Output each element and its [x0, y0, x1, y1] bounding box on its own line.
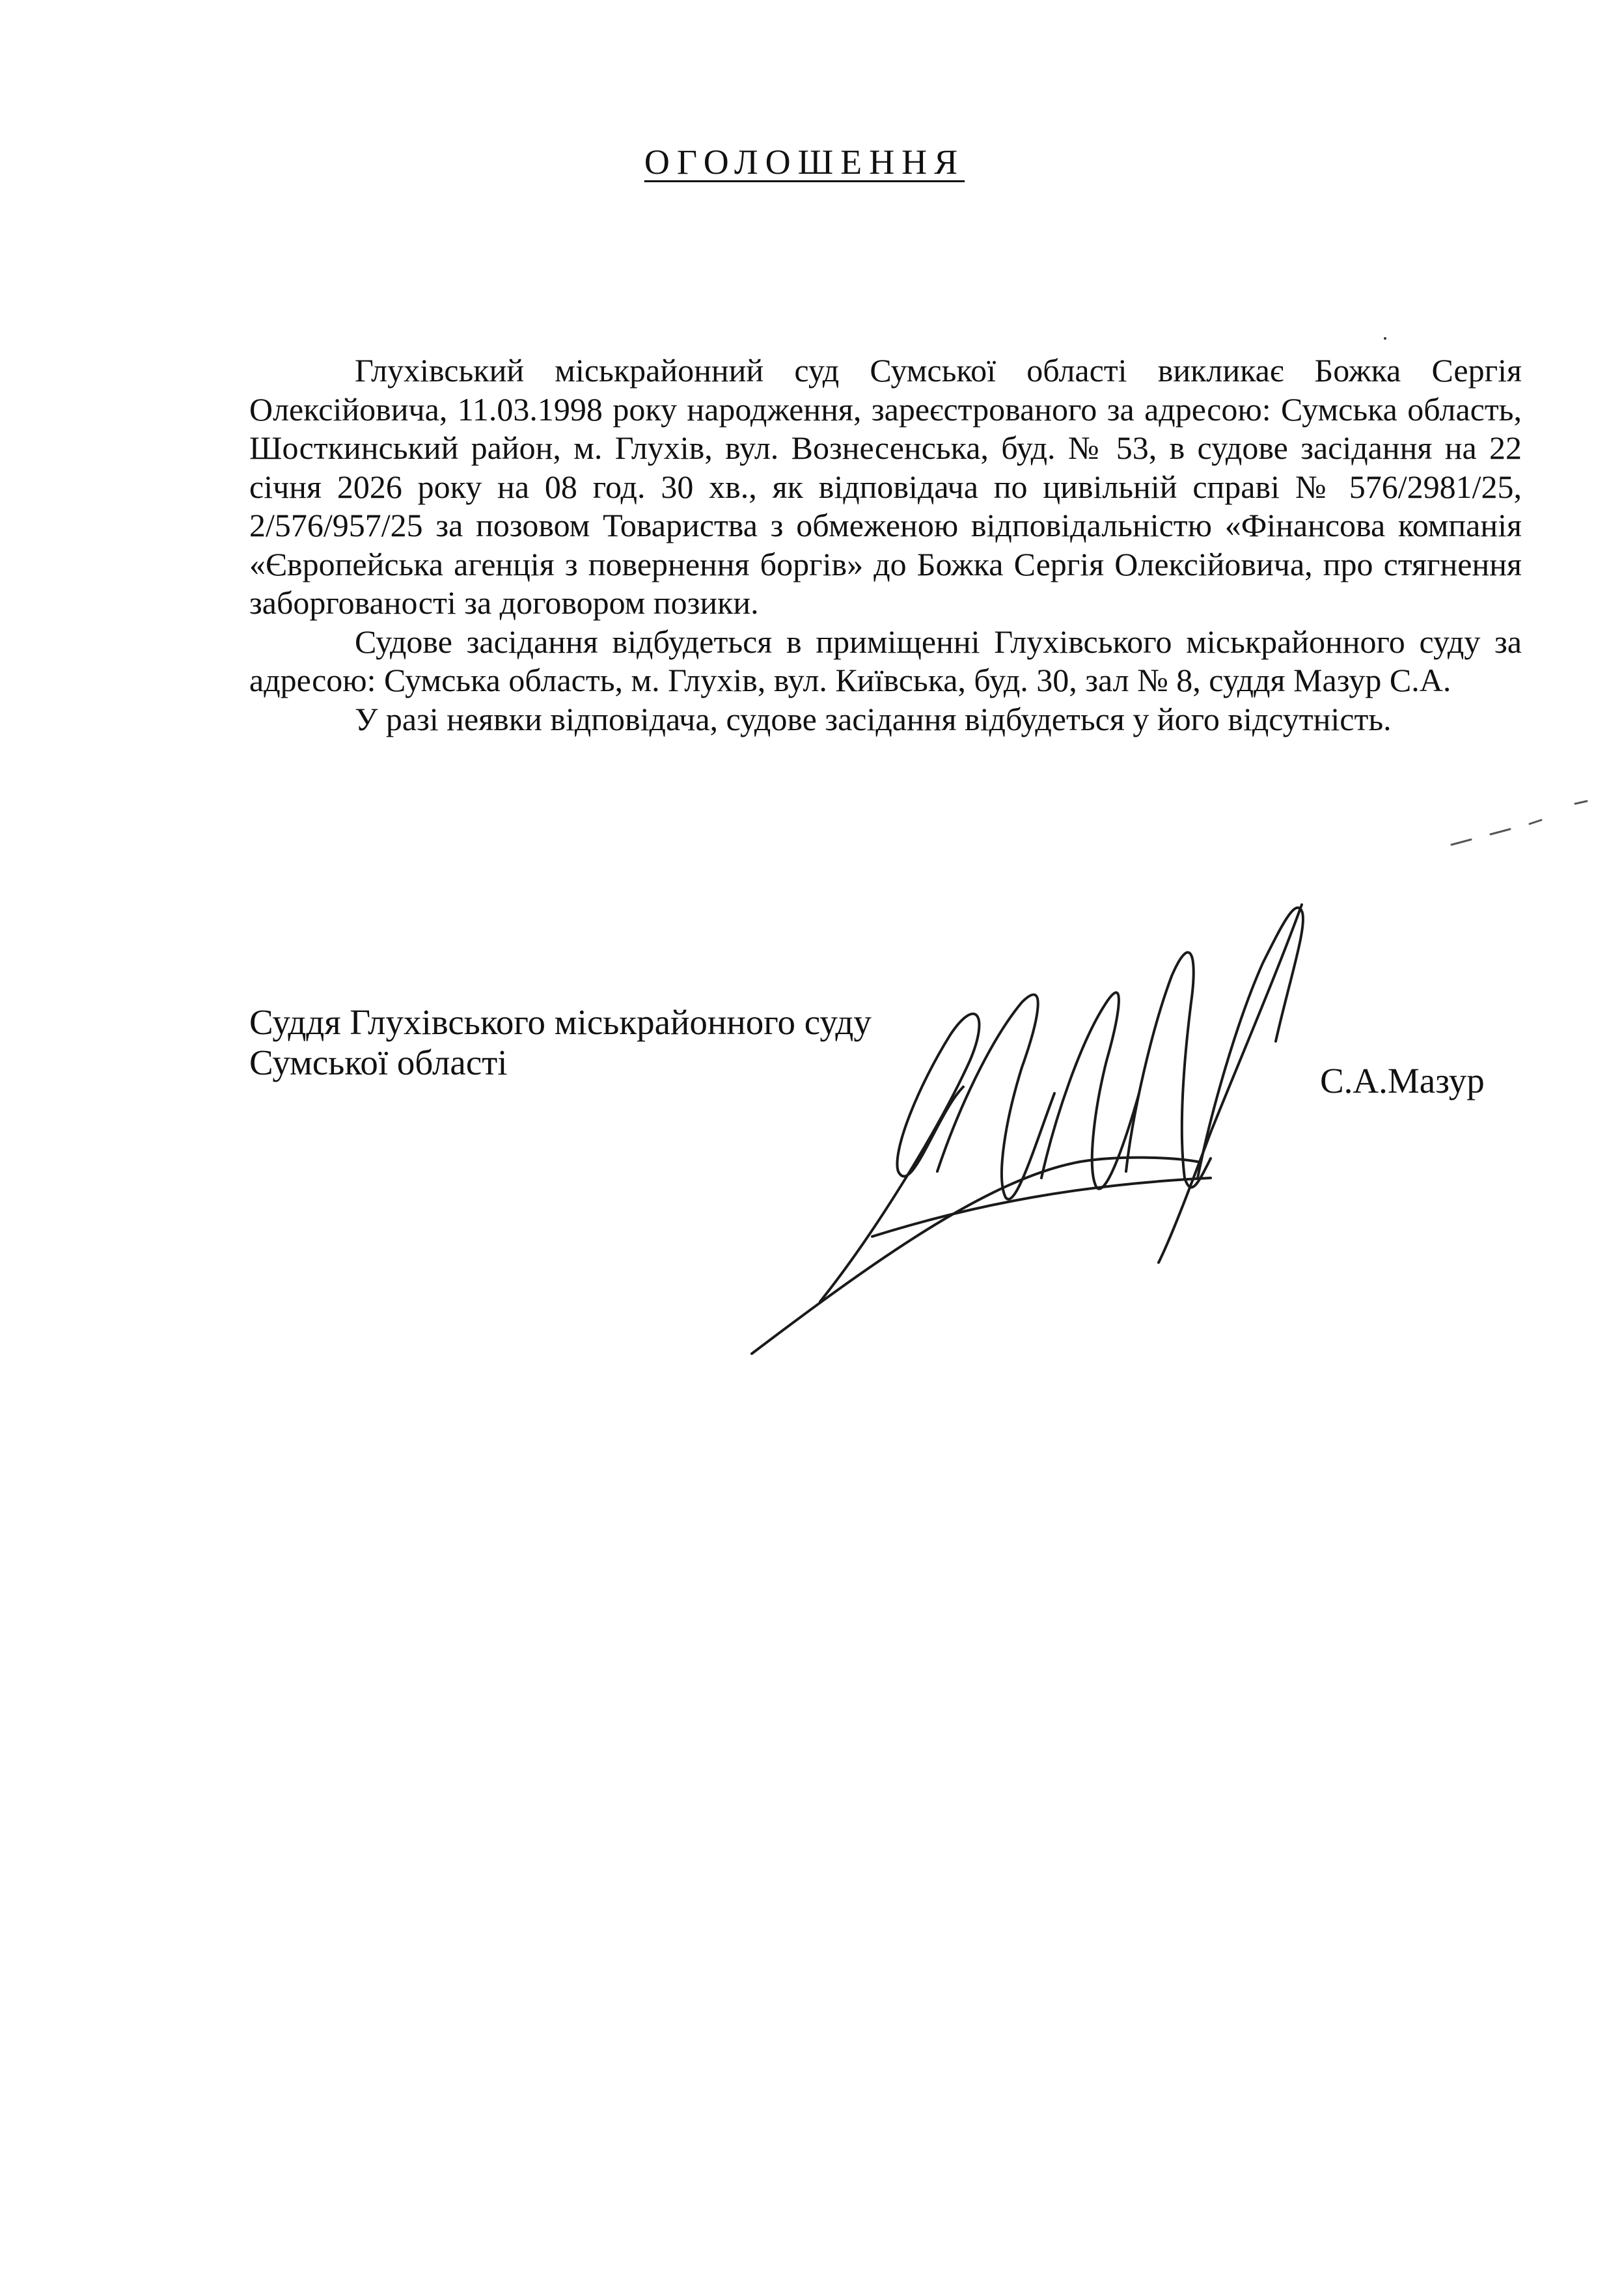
paragraph-summons: Глухівський міськрайонний суд Сумської області викликає Божка Сергія Олексійовича, 11.03.1998 року народження, зареєстрованого за адресою: Сумська область, Шосткинський район, м. Глухів, вул. Вознесенська, буд. № 53, в судове засідання на 22 січня 2026 року на 08 год. 30 хв., як відповідача по цивільній справі № 576/2981/25, 2/576/957/25 за позовом Товариства з обмеженою відповідальністю «Фінансова компанія «Європейська агенція з повернення боргів» до Божка Сергія Олексійовича, про стягнення заборгованості за договором позики. [249, 352, 1522, 621]
paragraph-hearing-location: Судове засідання відбудеться в приміщенні Глухівського міськрайонного суду за адресою: Сумська область, м. Глухів, вул. Київська, буд. 30, зал № 8, суддя Мазур С.А. [249, 623, 1522, 698]
signatory-position-line2: Сумської області [249, 1043, 508, 1082]
signatory-name: С.А.Мазур [1320, 1061, 1485, 1100]
signatory-position-line1: Суддя Глухівського міськрайонного суду [249, 1002, 872, 1042]
paragraph-absence-notice: У разі неявки відповідача, судове засідання відбудеться у його відсутність. [355, 700, 1392, 737]
handwritten-signature [742, 898, 1523, 1367]
document-title: ОГОЛОШЕННЯ [644, 143, 965, 182]
document-body [249, 351, 1522, 739]
